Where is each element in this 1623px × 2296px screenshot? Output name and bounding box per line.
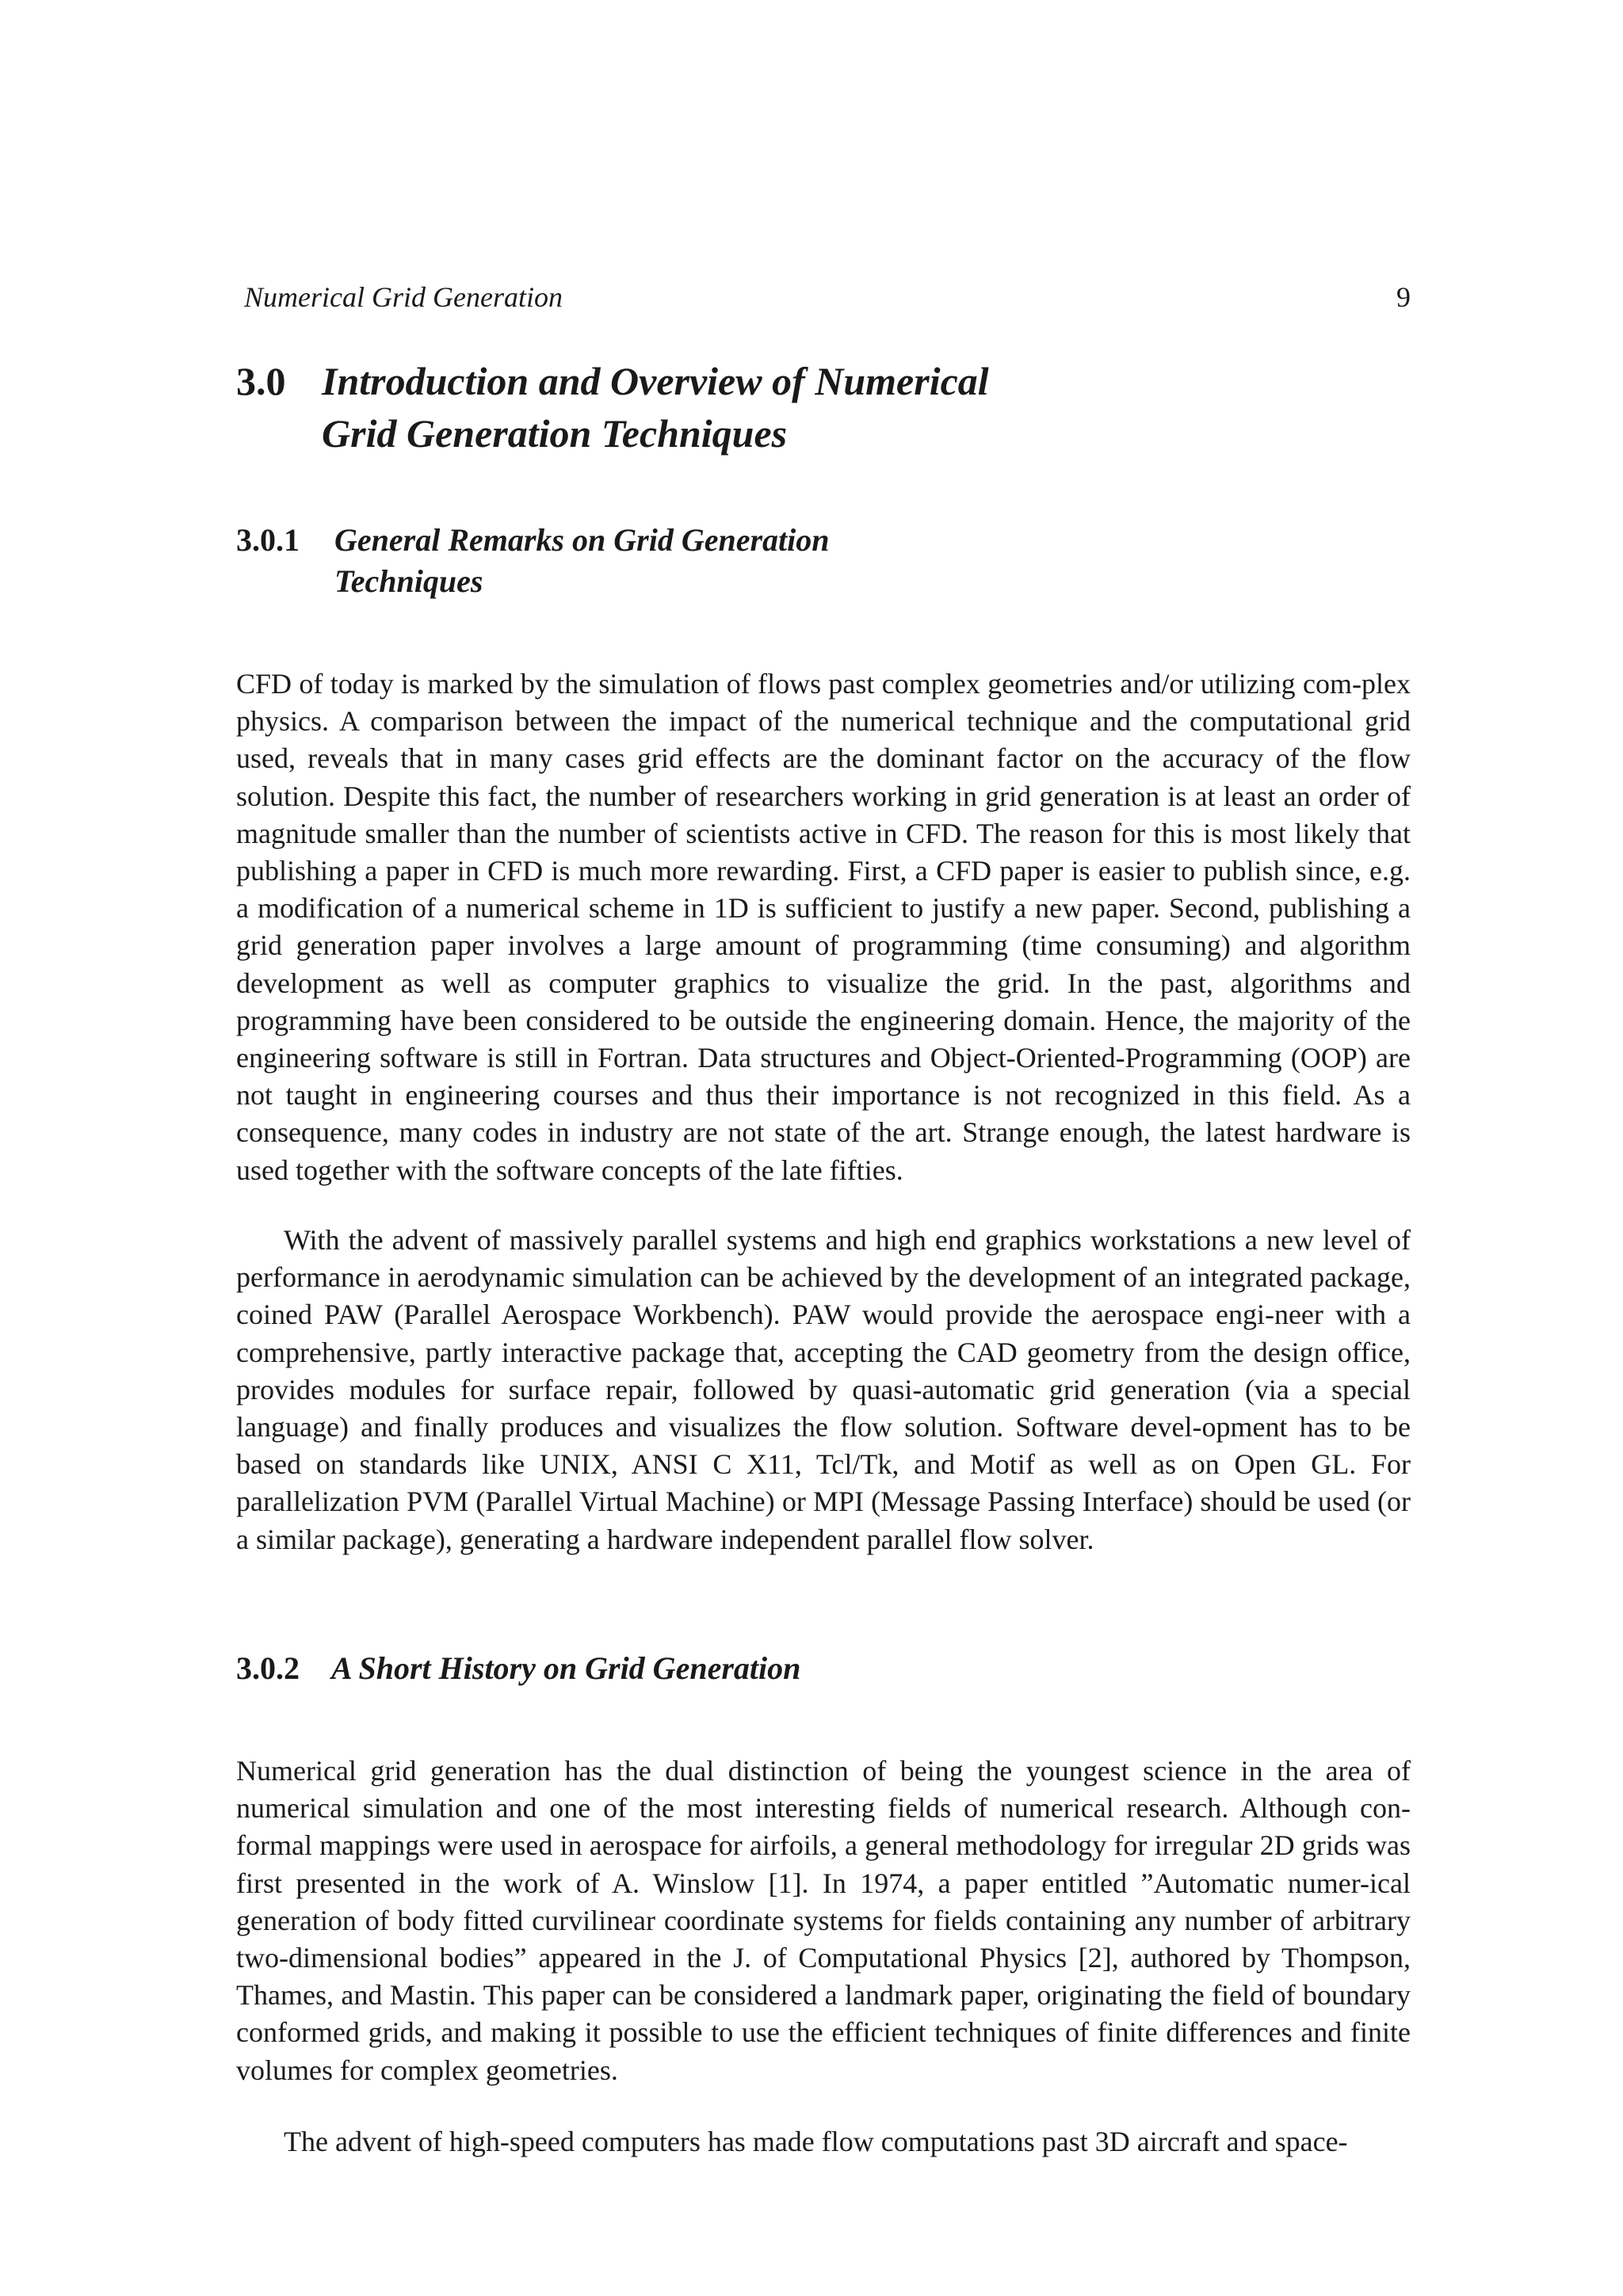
section-number: 3.0.1 [236, 522, 300, 558]
document-page [236, 0, 1411, 2296]
section-number: 3.0.2 [236, 1650, 300, 1686]
section-title [334, 520, 968, 602]
chapter-number: 3.0 [236, 359, 286, 403]
body-paragraph: CFD of today is marked by the simulation of flows past complex geometries and/or utilizing com-plex physics. A comparison between the impact of the numerical technique and the computational grid used, reveals that in many cases grid effects are the dominant factor on the accuracy of the flow solution. Despite this fact, the number of researchers working in grid generation is at least an order of magnitude smaller than the number of scientists active in CFD. The reason for this is most likely that publishing a paper in CFD is much more rewarding. First, a CFD paper is easier to publish since, e.g. a modification of a numerical scheme in 1D is sufficient to justify a new paper. Second, publishing a grid generation paper involves a large amount of programming (time consuming) and algorithm development as well as computer graphics to visualize the grid. In the past, algorithms and programming have been considered to be outside the engineering domain. Hence, the majority of the engineering software is still in Fortran. Data structures and Object-Oriented-Programming (OOP) are not taught in engineering courses and thus their importance is not recognized in this field. As a consequence, many codes in industry are not state of the art. Strange enough, the latest hardware is used together with the software concepts of the late fifties. [236, 668, 1411, 1186]
chapter-title-line-1: Introduction and Overview of Numerical [322, 359, 989, 403]
body-paragraph: With the advent of massively parallel systems and high end graphics workstations a new level of performance in aerodynamic simulation can be achieved by the development of an integrated package, coined PAW (Parallel Aerospace Workbench). PAW would provide the aerospace engi-neer with a comprehensive, partly interactive package that, accepting the CAD geometry from the design office, provides modules for surface repair, followed by quasi-automatic grid generation (via a special language) and finally produces and visualizes the flow solution. Software devel-opment has to be based on standards like UNIX, ANSI C X11, Tcl/Tk, and Motif as well as on Open GL. For parallelization PVM (Parallel Virtual Machine) or MPI (Message Passing Interface) should be used (or a similar package), generating a hardware independent parallel flow solver. [236, 1224, 1411, 1555]
section-title: A Short History on Grid Generation [331, 1650, 801, 1686]
section-title-line-1: General Remarks on Grid Generation [334, 522, 830, 558]
section-title-line-2: Techniques [334, 563, 483, 599]
chapter-title [322, 355, 1114, 460]
chapter-title-line-2: Grid Generation Techniques [322, 411, 788, 456]
body-paragraph: Numerical grid generation has the dual distinction of being the youngest science in the area of numerical simulation and one of the most interesting fields of numerical research. Although con-formal mappings were used in aerospace for airfoils, a general methodology for irregular 2D grids was first presented in the work of A. Winslow [1]. In 1974, a paper entitled ”Automatic numer-ical generation of body fitted curvilinear coordinate systems for fields containing any number of arbitrary two-dimensional bodies” appeared in the J. of Computational Physics [2], authored by Thompson, Thames, and Mastin. This paper can be considered a landmark paper, originating the field of boundary conformed grids, and making it possible to use the efficient techniques of finite differences and finite volumes for complex geometries. [236, 1755, 1411, 2086]
page-number: 9 [1396, 281, 1411, 313]
running-title: Numerical Grid Generation [244, 281, 563, 313]
body-paragraph: The advent of high-speed computers has made flow computations past 3D aircraft and space- [284, 2126, 1348, 2157]
